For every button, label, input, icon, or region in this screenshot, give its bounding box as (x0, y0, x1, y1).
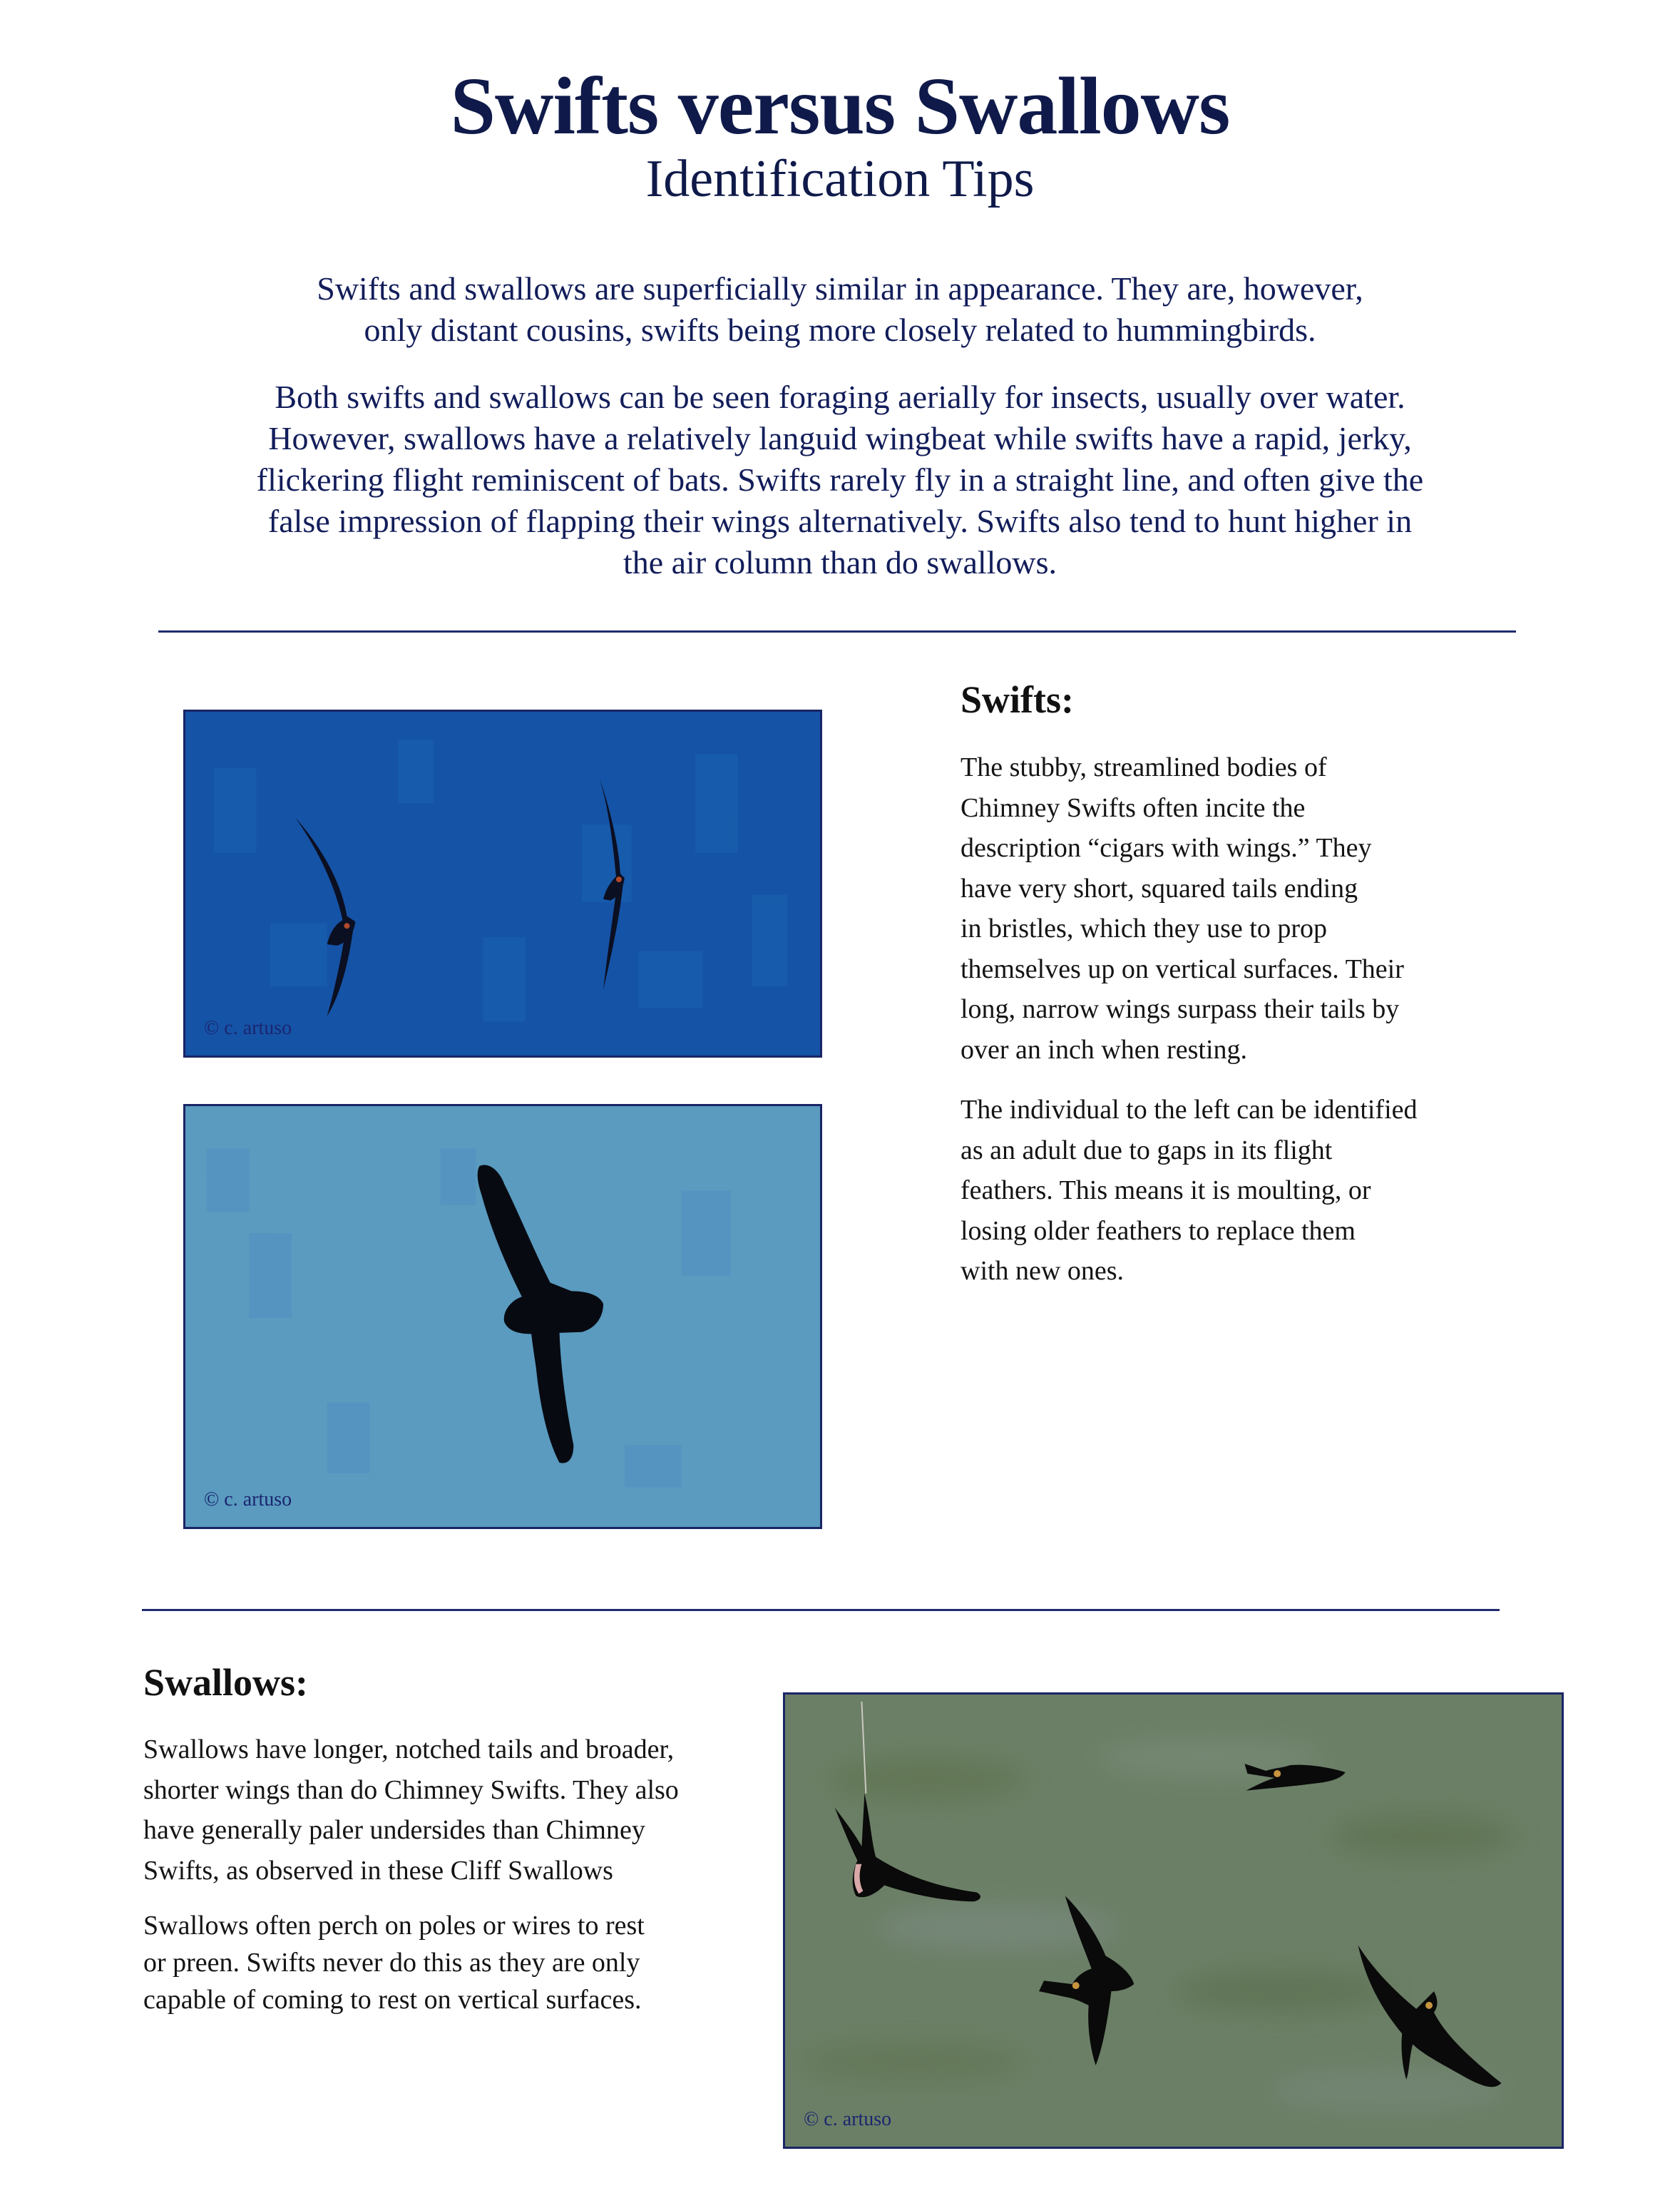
text-line: have very short, squared tails ending (961, 873, 1358, 904)
swift-photo-1 (183, 710, 822, 1058)
swifts-paragraph-1 (961, 747, 1404, 1070)
text-line: losing older feathers to replace them (961, 1215, 1356, 1246)
section-divider (158, 630, 1516, 633)
text-line: or preen. Swifts never do this as they are only (143, 1948, 640, 1978)
text-line: description “cigars with wings.” They (961, 833, 1372, 863)
swift-photo-2-image (185, 1106, 820, 1527)
text-line: feathers. This means it is moulting, or (961, 1175, 1371, 1205)
text-line: Chimney Swifts often incite the (961, 792, 1306, 823)
text-line: Swifts, as observed in these Cliff Swallows (143, 1855, 613, 1886)
text-line: shorter wings than do Chimney Swifts. They also (143, 1774, 679, 1805)
page-title: Swifts versus Swallows (450, 61, 1230, 151)
text-line: with new ones. (961, 1256, 1125, 1286)
text-line: The stubby, streamlined bodies of (961, 752, 1327, 782)
swallows-paragraph-2 (143, 1907, 645, 2018)
swift-photo-2 (183, 1104, 822, 1529)
text-line: Swallows have longer, notched tails and broader, (143, 1734, 675, 1764)
swallows-heading: Swallows: (143, 1661, 309, 1704)
text-line: only distant cousins, swifts being more closely related to hummingbirds. (364, 312, 1316, 348)
text-line: themselves up on vertical surfaces. Their (961, 954, 1404, 984)
intro-paragraph-1 (143, 268, 1537, 351)
photo-credit: © c. artuso (204, 1488, 292, 1511)
photo-credit: © c. artuso (204, 1017, 292, 1039)
text-line: Swallows often perch on poles or wires to rest (143, 1911, 645, 1941)
page-subtitle: Identification Tips (645, 150, 1035, 208)
text-line: false impression of flapping their wings alternatively. Swifts also tend to hunt higher in (267, 503, 1413, 539)
text-line: the air column than do swallows. (623, 544, 1057, 581)
text-line: The individual to the left can be identified (961, 1095, 1418, 1125)
swallow-photo-image (785, 1695, 1562, 2147)
text-line: However, swallows have a relatively languid wingbeat while swifts have a rapid, jerky, (268, 420, 1412, 456)
text-line: Swifts and swallows are superficially similar in appearance. They are, however, (317, 270, 1363, 307)
text-line: as an adult due to gaps in its flight (961, 1135, 1333, 1165)
text-line: have generally paler undersides than Chimney (143, 1815, 645, 1845)
text-line: in bristles, which they use to prop (961, 914, 1327, 944)
swifts-paragraph-2 (961, 1090, 1418, 1292)
text-line: capable of coming to rest on vertical surfaces. (143, 1985, 642, 2015)
swallows-paragraph-1 (143, 1729, 679, 1891)
swift-photo-1-image (185, 712, 820, 1056)
photo-credit: © c. artuso (804, 2108, 892, 2130)
text-line: long, narrow wings surpass their tails by (961, 994, 1400, 1024)
text-line: flickering flight reminiscent of bats. Swifts rarely fly in a straight line, and often give the (256, 461, 1424, 498)
swifts-heading: Swifts: (961, 678, 1074, 721)
section-divider (142, 1609, 1500, 1611)
text-line: over an inch when resting. (961, 1034, 1248, 1065)
swallow-photo (783, 1692, 1564, 2149)
intro-paragraph-2 (143, 377, 1537, 583)
text-line: Both swifts and swallows can be seen foraging aerially for insects, usually over water. (275, 379, 1405, 415)
